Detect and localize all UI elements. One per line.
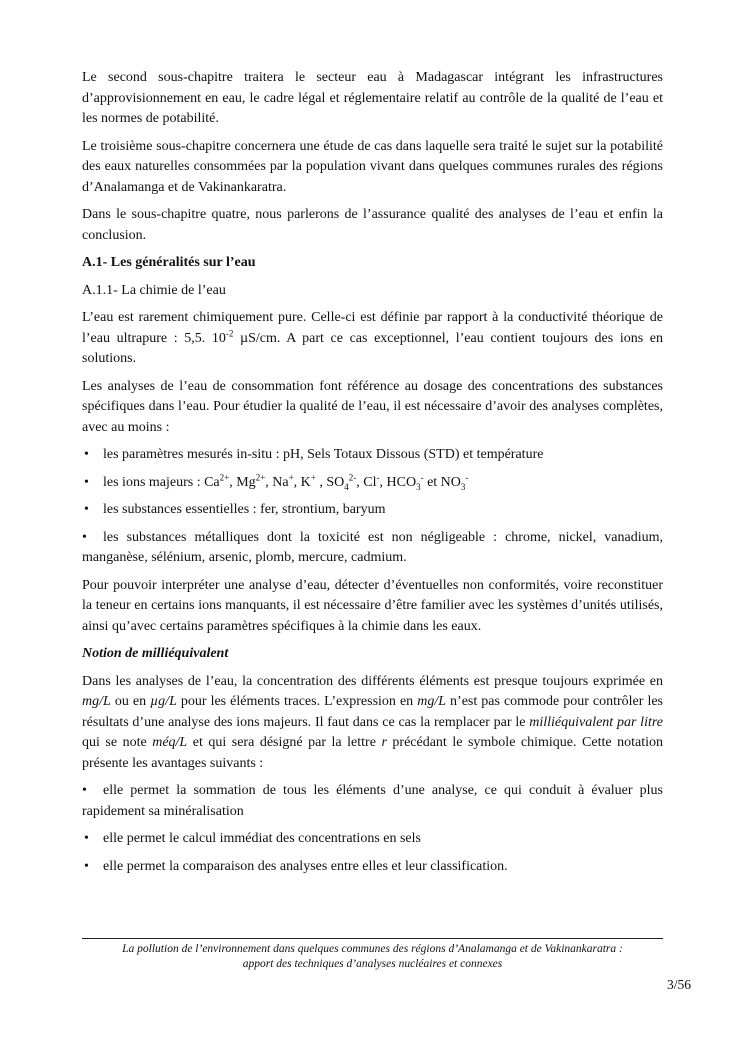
ion-symbol: , Mg	[229, 474, 256, 490]
milli-text: ou en	[110, 694, 151, 709]
list-item-advantage-salts	[82, 829, 663, 850]
list-item-advantage-comparison	[82, 857, 663, 878]
bullet-icon: •	[84, 502, 89, 517]
ion-subscript: 3	[416, 481, 421, 492]
ion-symbol: , Na	[265, 474, 289, 490]
footer-divider	[82, 938, 663, 939]
unit-meq-per-l: méq/L	[152, 735, 188, 750]
list-item-advantage-sum	[82, 781, 663, 822]
bullet-icon: •	[84, 447, 89, 462]
notion-heading: Notion de milliéquivalent	[82, 646, 229, 661]
paragraph-milliequivalent	[82, 672, 663, 775]
paragraph-conductivity	[82, 308, 663, 370]
ion-subscript: 3	[460, 481, 466, 492]
ion-charge: 2+	[219, 471, 230, 482]
milli-text: et qui sera désigné par la lettre	[187, 735, 382, 750]
ion-symbol: , Cl	[356, 474, 377, 490]
ion-charge: 2-	[348, 471, 357, 482]
page-footer	[82, 942, 663, 972]
ion-charge: +	[310, 471, 316, 482]
conductivity-text-before: L’eau est rarement chimiquement pure. Celle-ci est définie par rapport à la conductivité théorique de l’eau ultrapure : 5,5. 10	[82, 310, 663, 346]
ion-symbol: , SO	[315, 474, 345, 490]
ion-subscript: 4	[344, 481, 349, 492]
milli-text: qui se note	[82, 735, 153, 750]
paragraph-third-subchapter: Le troisième sous-chapitre concernera une étude de cas dans laquelle sera traité le sujet sur la potabilité des eaux naturelles consommées par la population vivant dans quelques communes rurales des régions d’Analamanga et de Vakinankaratra.	[82, 138, 663, 195]
list-item-text: les paramètres mesurés in-situ : pH, Sels Totaux Dissous (STD) et température	[103, 447, 544, 462]
milli-text: n’est pas commode pour contrôler les résultats d’une analyse des ions majeurs. Il faut dans ce cas la remplacer par le	[82, 694, 664, 730]
footer-line-1: La pollution de l’environnement dans quelques communes des régions d’Analamanga et de Vakinankaratra :	[122, 943, 623, 955]
section-heading: A.1- Les généralités sur l’eau	[82, 255, 256, 270]
ion-symbol: , HCO	[379, 474, 417, 490]
list-item-text: elle permet le calcul immédiat des concentrations en sels	[103, 831, 421, 846]
milli-text: pour les éléments traces. L’expression en	[176, 694, 418, 709]
ion-symbol: et NO	[423, 474, 461, 490]
paragraph-analyses-intro: Les analyses de l’eau de consommation font référence au dosage des concentrations des substances spécifiques dans l’eau. Pour étudier la qualité de l’eau, il est nécessaire d’avoir des analyses complètes, avec au moins :	[82, 378, 663, 435]
list-item-text: elle permet la comparaison des analyses entre elles et leur classification.	[103, 858, 508, 874]
list-item-text: les ions majeurs : Ca	[103, 474, 220, 490]
list-item-in-situ	[82, 445, 663, 466]
bullet-icon: •	[82, 783, 87, 798]
term-milliequivalent-per-litre: milliéquivalent par litre	[529, 714, 663, 730]
list-item-major-ions	[82, 473, 663, 494]
page-number: 3/56	[666, 977, 691, 992]
list-item-text: les substances métalliques dont la toxicité est non négligeable : chrome, nickel, vanadium, manganèse, sélénium, arsenic, plomb, mercure, cadmium.	[82, 529, 663, 565]
bullet-icon: •	[82, 529, 87, 545]
ion-charge: -	[420, 471, 424, 482]
bullet-icon: •	[84, 831, 89, 846]
list-item-text: les substances essentielles : fer, strontium, baryum	[103, 502, 386, 517]
paragraph-second-subchapter: Le second sous-chapitre traitera le secteur eau à Madagascar intégrant les infrastructures d’approvisionnement en eau, le cadre légal et réglementaire relatif au contrôle de la qualité de l’eau et les normes de potabilité.	[82, 70, 663, 126]
ion-charge: +	[288, 471, 294, 482]
paragraph-interpretation: Pour pouvoir interpréter une analyse d’eau, détecter d’éventuelles non conformités, voire reconstituer la teneur en certains ions manquants, il est nécessaire d’être familier avec les systèmes d’unités utilisés, ainsi qu’avec certains paramètres spécifiques à la chimie dans les eaux.	[82, 577, 663, 634]
ion-charge: -	[465, 471, 469, 482]
paragraph-fourth-subchapter: Dans le sous-chapitre quatre, nous parlerons de l’assurance qualité des analyses de l’eau et enfin la conclusion.	[82, 207, 663, 243]
unit-mg-per-l: mg/L	[82, 694, 111, 709]
conductivity-exponent: -2	[225, 327, 234, 338]
milli-text: Dans les analyses de l’eau, la concentration des différents éléments est presque toujours exprimée en	[82, 673, 663, 689]
bullet-icon: •	[84, 474, 89, 490]
document-body	[82, 68, 663, 884]
bullet-icon: •	[84, 858, 89, 874]
ion-charge: 2+	[255, 471, 266, 482]
unit-ug-per-l: µg/L	[150, 694, 177, 709]
subsection-heading: A.1.1- La chimie de l’eau	[82, 282, 226, 298]
list-item-essential-substances	[82, 500, 663, 521]
milli-text: précédant le symbole chimique. Cette notation présente les avantages suivants :	[82, 735, 663, 771]
conductivity-text-after: µS/cm. A part ce cas exceptionnel, l’eau contient toujours des ions en solutions.	[82, 330, 664, 366]
footer-line-2: apport des techniques d’analyses nucléaires et connexes	[242, 958, 503, 970]
list-item-metallic-substances	[82, 528, 663, 569]
list-item-text: elle permet la sommation de tous les éléments d’une analyse, ce qui conduit à évaluer plus rapidement sa minéralisation	[82, 783, 663, 819]
letter-r: r	[381, 735, 387, 750]
unit-mg-per-l: mg/L	[417, 694, 446, 709]
ion-charge: -	[376, 471, 380, 482]
ion-symbol: , K	[293, 474, 311, 490]
